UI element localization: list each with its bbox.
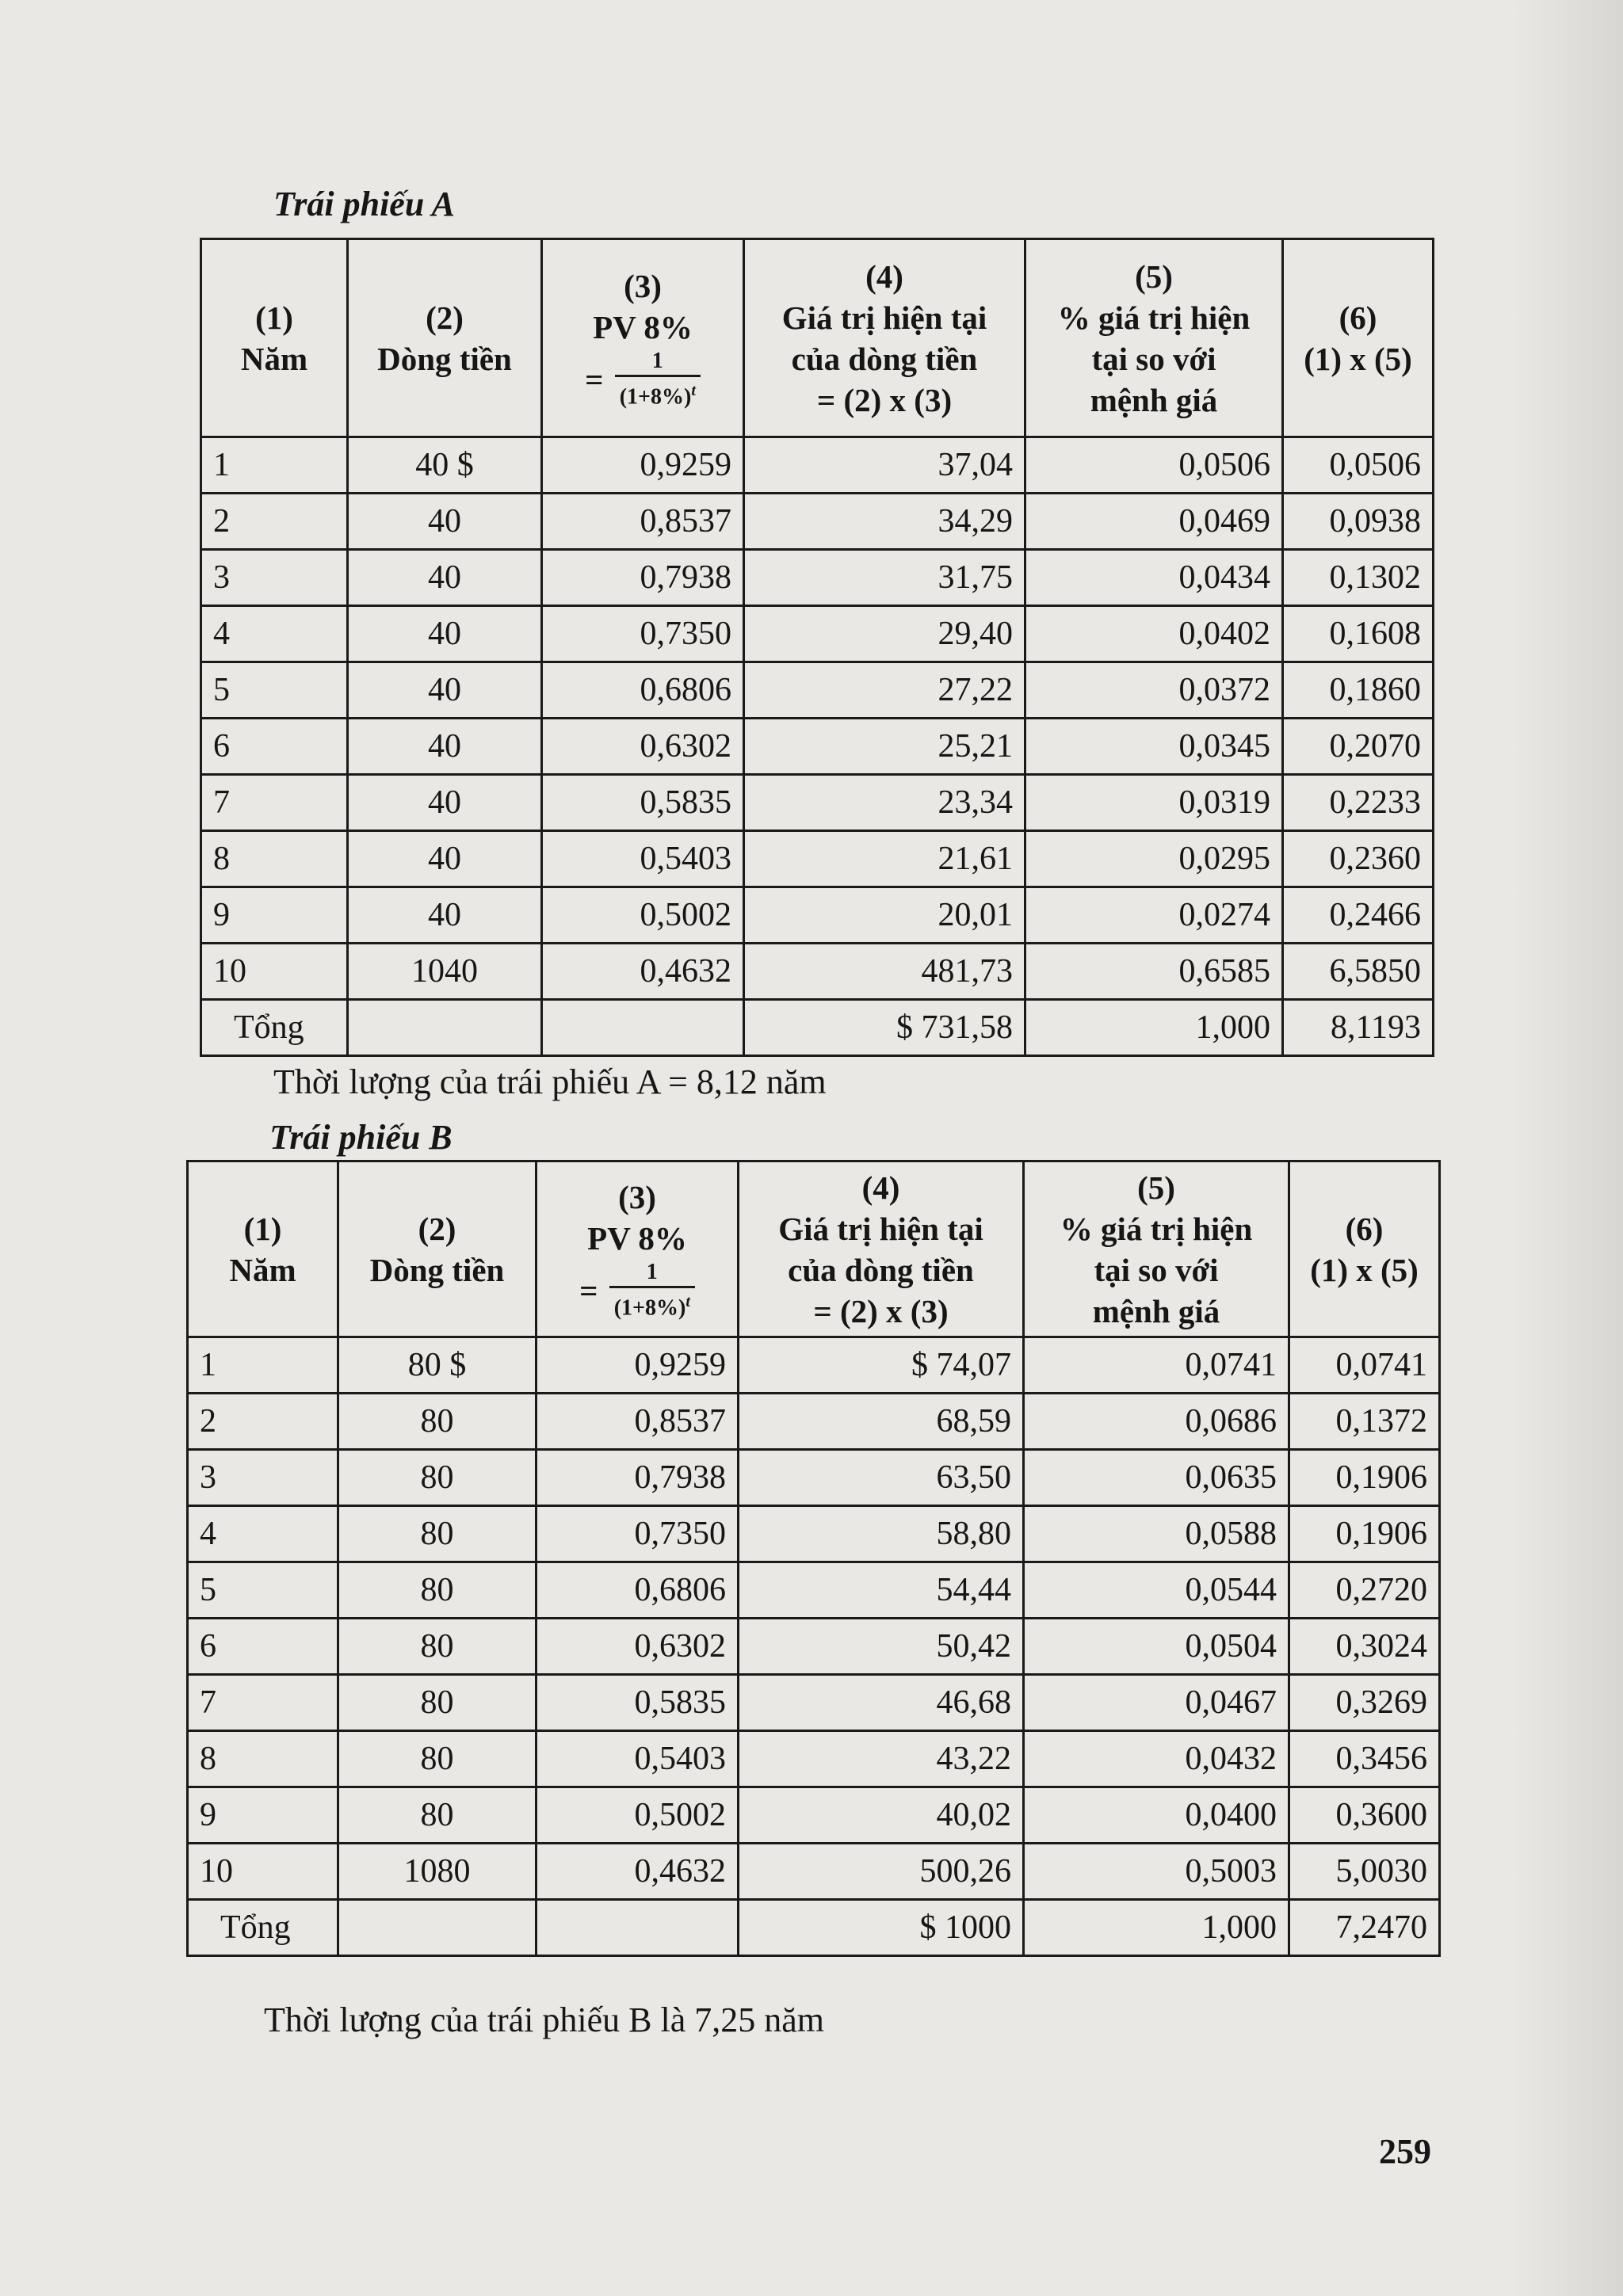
weighted-year-cell: 0,3269 xyxy=(1289,1675,1440,1731)
pv-factor-cell: 0,8537 xyxy=(537,1394,739,1450)
present-value-cell: 37,04 xyxy=(744,437,1025,494)
weighted-year-cell: 0,1860 xyxy=(1283,662,1434,719)
table-row xyxy=(188,1619,1440,1675)
year-cell: 10 xyxy=(188,1844,338,1900)
page-number: 259 xyxy=(1379,2132,1431,2171)
table-row xyxy=(201,662,1434,719)
weighted-year-cell: 0,1302 xyxy=(1283,550,1434,606)
table-row xyxy=(188,1562,1440,1619)
pct-face-value-cell: 0,0402 xyxy=(1025,606,1283,662)
year-cell: 6 xyxy=(188,1619,338,1675)
header-cash-flow xyxy=(348,239,542,437)
pv-factor-cell: 0,5002 xyxy=(542,887,744,944)
header-pct-line2: tại so với xyxy=(1091,340,1216,377)
header-year xyxy=(201,239,348,437)
pct-face-value-cell: 0,5003 xyxy=(1024,1844,1289,1900)
total-row xyxy=(188,1900,1440,1956)
pv-factor-cell: 0,5835 xyxy=(542,775,744,831)
header-product-num: (6) xyxy=(1338,299,1377,336)
present-value-cell: 68,59 xyxy=(739,1394,1024,1450)
formula-fraction xyxy=(609,1259,695,1322)
table-row xyxy=(188,1731,1440,1787)
cash-flow-cell: 80 $ xyxy=(338,1337,537,1394)
weighted-year-cell: 0,1906 xyxy=(1289,1450,1440,1506)
table-row xyxy=(201,606,1434,662)
weighted-year-cell: 0,0741 xyxy=(1289,1337,1440,1394)
header-pv-value-num: (4) xyxy=(865,257,903,295)
year-cell: 1 xyxy=(201,437,348,494)
table-row xyxy=(201,831,1434,887)
pct-face-value-cell: 0,0504 xyxy=(1024,1619,1289,1675)
header-pv-value-line1: Giá trị hiện tại xyxy=(781,299,987,336)
pv-factor-cell: 0,5403 xyxy=(542,831,744,887)
header-pv-value xyxy=(744,239,1025,437)
header-cash-flow-num: (2) xyxy=(418,1210,456,1247)
bond-b-caption: Thời lượng của trái phiếu B là 7,25 năm xyxy=(264,2000,825,2039)
header-product-num: (6) xyxy=(1345,1210,1384,1247)
weighted-year-cell: 8,1193 xyxy=(1283,1000,1434,1056)
cash-flow-cell: 40 xyxy=(348,662,542,719)
pct-face-value-cell: 0,0469 xyxy=(1025,494,1283,550)
table-row xyxy=(188,1844,1440,1900)
header-pct-line1: % giá trị hiện xyxy=(1060,1210,1253,1247)
weighted-year-cell: 0,2466 xyxy=(1283,887,1434,944)
year-cell: 9 xyxy=(188,1787,338,1844)
header-pv-formula xyxy=(554,348,731,410)
pv-factor-cell: 0,9259 xyxy=(537,1337,739,1394)
cash-flow-cell: 40 xyxy=(348,550,542,606)
present-value-cell: 481,73 xyxy=(744,944,1025,1000)
header-pv-value-line3: = (2) x (3) xyxy=(816,381,953,418)
pct-face-value-cell: 1,000 xyxy=(1024,1900,1289,1956)
cash-flow-cell: 80 xyxy=(338,1562,537,1619)
formula-denominator: $(1+8\%)^t$ xyxy=(613,1292,690,1321)
formula-denominator: $(1+8\%)^t$ xyxy=(619,381,696,410)
bond-b-rows xyxy=(188,1337,1440,1956)
present-value-cell: 63,50 xyxy=(739,1450,1024,1506)
year-cell: 10 xyxy=(201,944,348,1000)
present-value-cell: 27,22 xyxy=(744,662,1025,719)
pv-factor-cell: 0,5835 xyxy=(537,1675,739,1731)
table-row xyxy=(188,1506,1440,1562)
header-cash-flow-label: Dòng tiền xyxy=(377,340,512,377)
pct-face-value-cell: 0,0434 xyxy=(1025,550,1283,606)
header-pct xyxy=(1024,1161,1289,1337)
formula-numerator: 1 xyxy=(609,1259,695,1288)
pct-face-value-cell: 0,0544 xyxy=(1024,1562,1289,1619)
header-cash-flow-label: Dòng tiền xyxy=(369,1251,505,1288)
weighted-year-cell: 0,1372 xyxy=(1289,1394,1440,1450)
cash-flow-cell: 80 xyxy=(338,1675,537,1731)
bond-a-table xyxy=(200,238,1434,1057)
table-header-row xyxy=(188,1161,1440,1337)
present-value-cell: 20,01 xyxy=(744,887,1025,944)
header-pct-line3: mệnh giá xyxy=(1092,1292,1220,1329)
pct-face-value-cell: 0,0686 xyxy=(1024,1394,1289,1450)
cash-flow-cell: 40 xyxy=(348,719,542,775)
year-cell: 9 xyxy=(201,887,348,944)
pv-factor-cell xyxy=(537,1900,739,1956)
table-row xyxy=(201,887,1434,944)
header-pv-value xyxy=(739,1161,1024,1337)
page-edge-shadow xyxy=(1512,0,1623,2296)
pv-factor-cell: 0,7938 xyxy=(537,1450,739,1506)
pct-face-value-cell: 0,0345 xyxy=(1025,719,1283,775)
pv-factor-cell: 0,6302 xyxy=(542,719,744,775)
present-value-cell: 23,34 xyxy=(744,775,1025,831)
year-cell: 1 xyxy=(188,1337,338,1394)
year-cell: 7 xyxy=(201,775,348,831)
cash-flow-cell xyxy=(338,1900,537,1956)
header-product-label: (1) x (5) xyxy=(1304,340,1412,377)
table-row xyxy=(201,719,1434,775)
year-cell: 6 xyxy=(201,719,348,775)
cash-flow-cell: 80 xyxy=(338,1731,537,1787)
pct-face-value-cell: 0,0506 xyxy=(1025,437,1283,494)
year-cell: 4 xyxy=(188,1506,338,1562)
cash-flow-cell: 40 $ xyxy=(348,437,542,494)
table-row xyxy=(188,1787,1440,1844)
cash-flow-cell: 40 xyxy=(348,775,542,831)
present-value-cell: 500,26 xyxy=(739,1844,1024,1900)
header-pv-value-num: (4) xyxy=(861,1169,900,1206)
present-value-cell: 58,80 xyxy=(739,1506,1024,1562)
header-product-label: (1) x (5) xyxy=(1310,1251,1419,1288)
weighted-year-cell: 0,2070 xyxy=(1283,719,1434,775)
year-cell: Tổng xyxy=(201,1000,348,1056)
year-cell: 2 xyxy=(201,494,348,550)
header-year xyxy=(188,1161,338,1337)
pv-factor-cell: 0,9259 xyxy=(542,437,744,494)
header-pv-value-line3: = (2) x (3) xyxy=(813,1292,949,1329)
cash-flow-cell: 80 xyxy=(338,1506,537,1562)
header-year-label: Năm xyxy=(229,1251,296,1288)
pct-face-value-cell: 0,0467 xyxy=(1024,1675,1289,1731)
table-header-row xyxy=(201,239,1434,437)
pct-face-value-cell: 0,0372 xyxy=(1025,662,1283,719)
cash-flow-cell: 40 xyxy=(348,494,542,550)
header-year-num: (1) xyxy=(255,299,293,336)
pct-face-value-cell: 0,6585 xyxy=(1025,944,1283,1000)
present-value-cell: 21,61 xyxy=(744,831,1025,887)
header-product xyxy=(1283,239,1434,437)
cash-flow-cell xyxy=(348,1000,542,1056)
table-row xyxy=(188,1450,1440,1506)
header-pv xyxy=(537,1161,739,1337)
pct-face-value-cell: 0,0319 xyxy=(1025,775,1283,831)
pv-factor-cell: 0,7938 xyxy=(542,550,744,606)
cash-flow-cell: 40 xyxy=(348,606,542,662)
bond-a-title: Trái phiếu A xyxy=(273,185,456,223)
pct-face-value-cell: 0,0432 xyxy=(1024,1731,1289,1787)
present-value-cell: 54,44 xyxy=(739,1562,1024,1619)
present-value-cell: 40,02 xyxy=(739,1787,1024,1844)
present-value-cell: $ 74,07 xyxy=(739,1337,1024,1394)
pv-factor-cell: 0,4632 xyxy=(537,1844,739,1900)
cash-flow-cell: 80 xyxy=(338,1450,537,1506)
weighted-year-cell: 0,0938 xyxy=(1283,494,1434,550)
header-pv-label: PV 8% xyxy=(587,1219,687,1257)
cash-flow-cell: 1080 xyxy=(338,1844,537,1900)
table-row xyxy=(188,1337,1440,1394)
weighted-year-cell: 0,3456 xyxy=(1289,1731,1440,1787)
pct-face-value-cell: 0,0274 xyxy=(1025,887,1283,944)
header-pv-value-line2: của dòng tiền xyxy=(791,340,978,377)
table-row xyxy=(201,494,1434,550)
weighted-year-cell: 0,2360 xyxy=(1283,831,1434,887)
header-pct-line1: % giá trị hiện xyxy=(1057,299,1251,336)
pv-factor-cell: 0,6806 xyxy=(542,662,744,719)
weighted-year-cell: 5,0030 xyxy=(1289,1844,1440,1900)
pct-face-value-cell: 0,0400 xyxy=(1024,1787,1289,1844)
pv-factor-cell: 0,5002 xyxy=(537,1787,739,1844)
formula-equals: = xyxy=(585,360,604,398)
weighted-year-cell: 0,3024 xyxy=(1289,1619,1440,1675)
header-pct xyxy=(1025,239,1283,437)
table-row xyxy=(201,550,1434,606)
formula-equals: = xyxy=(579,1272,598,1309)
year-cell: 7 xyxy=(188,1675,338,1731)
year-cell: 2 xyxy=(188,1394,338,1450)
header-pv-formula xyxy=(548,1259,726,1322)
weighted-year-cell: 0,2233 xyxy=(1283,775,1434,831)
pct-face-value-cell: 0,0635 xyxy=(1024,1450,1289,1506)
year-cell: 4 xyxy=(201,606,348,662)
header-pct-line2: tại so với xyxy=(1094,1251,1219,1288)
header-pct-num: (5) xyxy=(1135,257,1173,295)
pct-face-value-cell: 0,0588 xyxy=(1024,1506,1289,1562)
pct-face-value-cell: 0,0295 xyxy=(1025,831,1283,887)
pct-face-value-cell: 1,000 xyxy=(1025,1000,1283,1056)
weighted-year-cell: 0,1906 xyxy=(1289,1506,1440,1562)
pv-factor-cell: 0,5403 xyxy=(537,1731,739,1787)
pv-factor-cell: 0,7350 xyxy=(537,1506,739,1562)
header-pct-num: (5) xyxy=(1137,1169,1175,1206)
header-pv-num: (3) xyxy=(618,1178,656,1215)
cash-flow-cell: 80 xyxy=(338,1394,537,1450)
pv-factor-cell: 0,4632 xyxy=(542,944,744,1000)
weighted-year-cell: 0,2720 xyxy=(1289,1562,1440,1619)
pv-factor-cell: 0,7350 xyxy=(542,606,744,662)
present-value-cell: $ 1000 xyxy=(739,1900,1024,1956)
bond-a-caption: Thời lượng của trái phiếu A = 8,12 năm xyxy=(273,1062,827,1101)
header-year-label: Năm xyxy=(240,340,308,377)
header-product xyxy=(1289,1161,1440,1337)
table-row xyxy=(188,1675,1440,1731)
present-value-cell: 31,75 xyxy=(744,550,1025,606)
year-cell: 8 xyxy=(188,1731,338,1787)
table-row xyxy=(201,437,1434,494)
year-cell: Tổng xyxy=(188,1900,338,1956)
weighted-year-cell: 6,5850 xyxy=(1283,944,1434,1000)
cash-flow-cell: 40 xyxy=(348,887,542,944)
header-pct-line3: mệnh giá xyxy=(1090,381,1218,418)
cash-flow-cell: 80 xyxy=(338,1619,537,1675)
bond-b-table xyxy=(186,1160,1441,1957)
cash-flow-cell: 80 xyxy=(338,1787,537,1844)
present-value-cell: 29,40 xyxy=(744,606,1025,662)
present-value-cell: 46,68 xyxy=(739,1675,1024,1731)
table-row xyxy=(201,944,1434,1000)
table-row xyxy=(201,775,1434,831)
year-cell: 8 xyxy=(201,831,348,887)
header-pv-value-line1: Giá trị hiện tại xyxy=(778,1210,983,1247)
weighted-year-cell: 7,2470 xyxy=(1289,1900,1440,1956)
table-row xyxy=(188,1394,1440,1450)
bond-b-title: Trái phiếu B xyxy=(269,1118,453,1157)
weighted-year-cell: 0,3600 xyxy=(1289,1787,1440,1844)
header-pv xyxy=(542,239,744,437)
year-cell: 3 xyxy=(188,1450,338,1506)
header-year-num: (1) xyxy=(243,1210,282,1247)
pv-factor-cell: 0,6806 xyxy=(537,1562,739,1619)
cash-flow-cell: 40 xyxy=(348,831,542,887)
header-cash-flow-num: (2) xyxy=(426,299,464,336)
pv-factor-cell: 0,6302 xyxy=(537,1619,739,1675)
present-value-cell: $ 731,58 xyxy=(744,1000,1025,1056)
header-pv-label: PV 8% xyxy=(593,308,693,345)
formula-numerator: 1 xyxy=(615,348,701,377)
present-value-cell: 25,21 xyxy=(744,719,1025,775)
header-pv-value-line2: của dòng tiền xyxy=(788,1251,974,1288)
pv-factor-cell: 0,8537 xyxy=(542,494,744,550)
bond-a-rows xyxy=(201,437,1434,1056)
present-value-cell: 50,42 xyxy=(739,1619,1024,1675)
year-cell: 5 xyxy=(188,1562,338,1619)
present-value-cell: 34,29 xyxy=(744,494,1025,550)
pv-factor-cell xyxy=(542,1000,744,1056)
total-row xyxy=(201,1000,1434,1056)
year-cell: 5 xyxy=(201,662,348,719)
weighted-year-cell: 0,1608 xyxy=(1283,606,1434,662)
header-pv-num: (3) xyxy=(624,267,662,304)
cash-flow-cell: 1040 xyxy=(348,944,542,1000)
present-value-cell: 43,22 xyxy=(739,1731,1024,1787)
year-cell: 3 xyxy=(201,550,348,606)
formula-fraction xyxy=(615,348,701,410)
pct-face-value-cell: 0,0741 xyxy=(1024,1337,1289,1394)
weighted-year-cell: 0,0506 xyxy=(1283,437,1434,494)
header-cash-flow xyxy=(338,1161,537,1337)
